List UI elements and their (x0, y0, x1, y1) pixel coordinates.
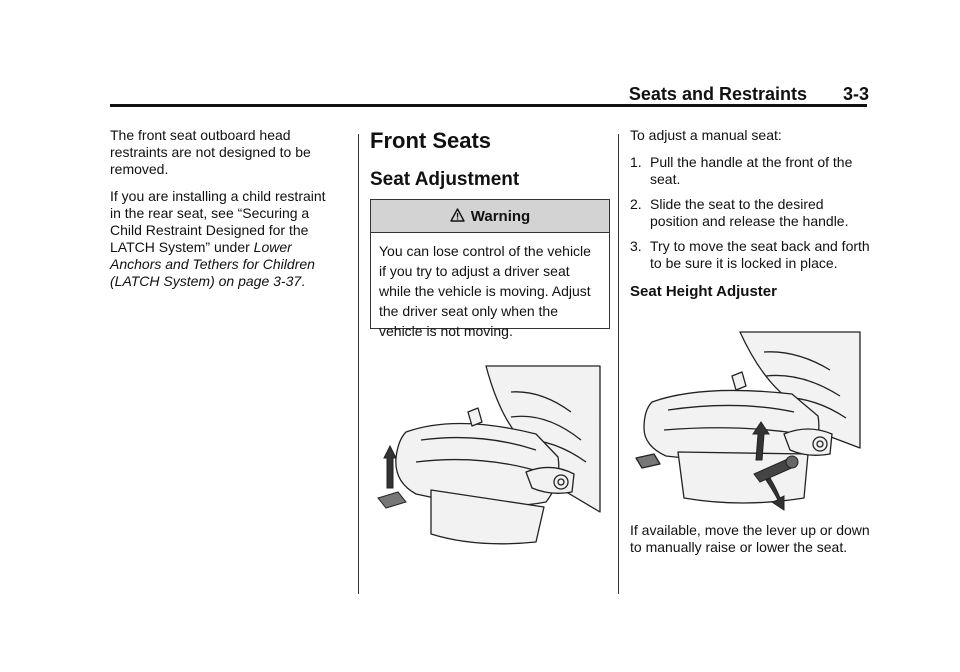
seat-height-heading: Seat Height Adjuster (630, 283, 777, 300)
warning-triangle-icon (450, 208, 465, 225)
middle-column (370, 128, 610, 192)
left-column (110, 127, 338, 300)
warning-header (371, 200, 609, 233)
child-restraint-note (110, 188, 338, 290)
up-arrow-icon (384, 446, 396, 488)
header-rule (110, 104, 867, 107)
height-adjuster-caption: If available, move the lever up or down to manually raise or lower the seat. (630, 522, 870, 555)
step-number: 1. (630, 154, 642, 170)
column-divider-1 (358, 134, 359, 594)
running-header (0, 84, 869, 105)
height-adjuster-caption-block (630, 522, 870, 566)
step-text: Pull the handle at the front of the seat. (650, 154, 853, 187)
latch-cross-reference-link[interactable]: Lower Anchors and Tethers for Children (LATCH System) on page 3-37 (110, 239, 315, 289)
right-column (630, 127, 870, 302)
warning-title: Warning (470, 207, 531, 225)
seat-illustration (396, 366, 600, 544)
front-seats-heading: Front Seats (370, 128, 492, 153)
manual-seat-figure (376, 362, 602, 548)
step-number: 2. (630, 196, 642, 212)
section-title: Seats and Restraints (628, 84, 807, 104)
manual-seat-intro: To adjust a manual seat: (630, 127, 782, 143)
seat-adjustment-heading: Seat Adjustment (370, 169, 520, 190)
handle-illustration (378, 492, 406, 508)
step-item (630, 154, 870, 188)
step-text: Slide the seat to the desired position and release the handle. (650, 196, 849, 229)
warning-text: You can lose control of the vehicle if you try to adjust a driver seat while the vehicle is moving. Adjust the driver seat only when the vehicle is not moving. (379, 243, 591, 339)
step-item (630, 196, 870, 230)
child-restraint-end: . (301, 273, 306, 289)
column-divider-2 (618, 134, 619, 594)
step-item (630, 238, 870, 272)
step-text: Try to move the seat back and forth to be sure it is locked in place. (650, 238, 870, 271)
warning-box (370, 199, 610, 339)
head-restraint-note: The front seat outboard head restraints are not designed to be removed. (110, 127, 311, 177)
seat-illustration (636, 332, 860, 503)
child-restraint-text: If you are installing a child restraint in the rear seat, see “Securing a Child Restraint Designed for the LATCH System” under (110, 188, 326, 255)
step-number: 3. (630, 238, 642, 254)
page-number: 3-3 (842, 84, 869, 104)
height-adjuster-figure (632, 330, 862, 516)
manual-seat-steps (630, 154, 870, 272)
